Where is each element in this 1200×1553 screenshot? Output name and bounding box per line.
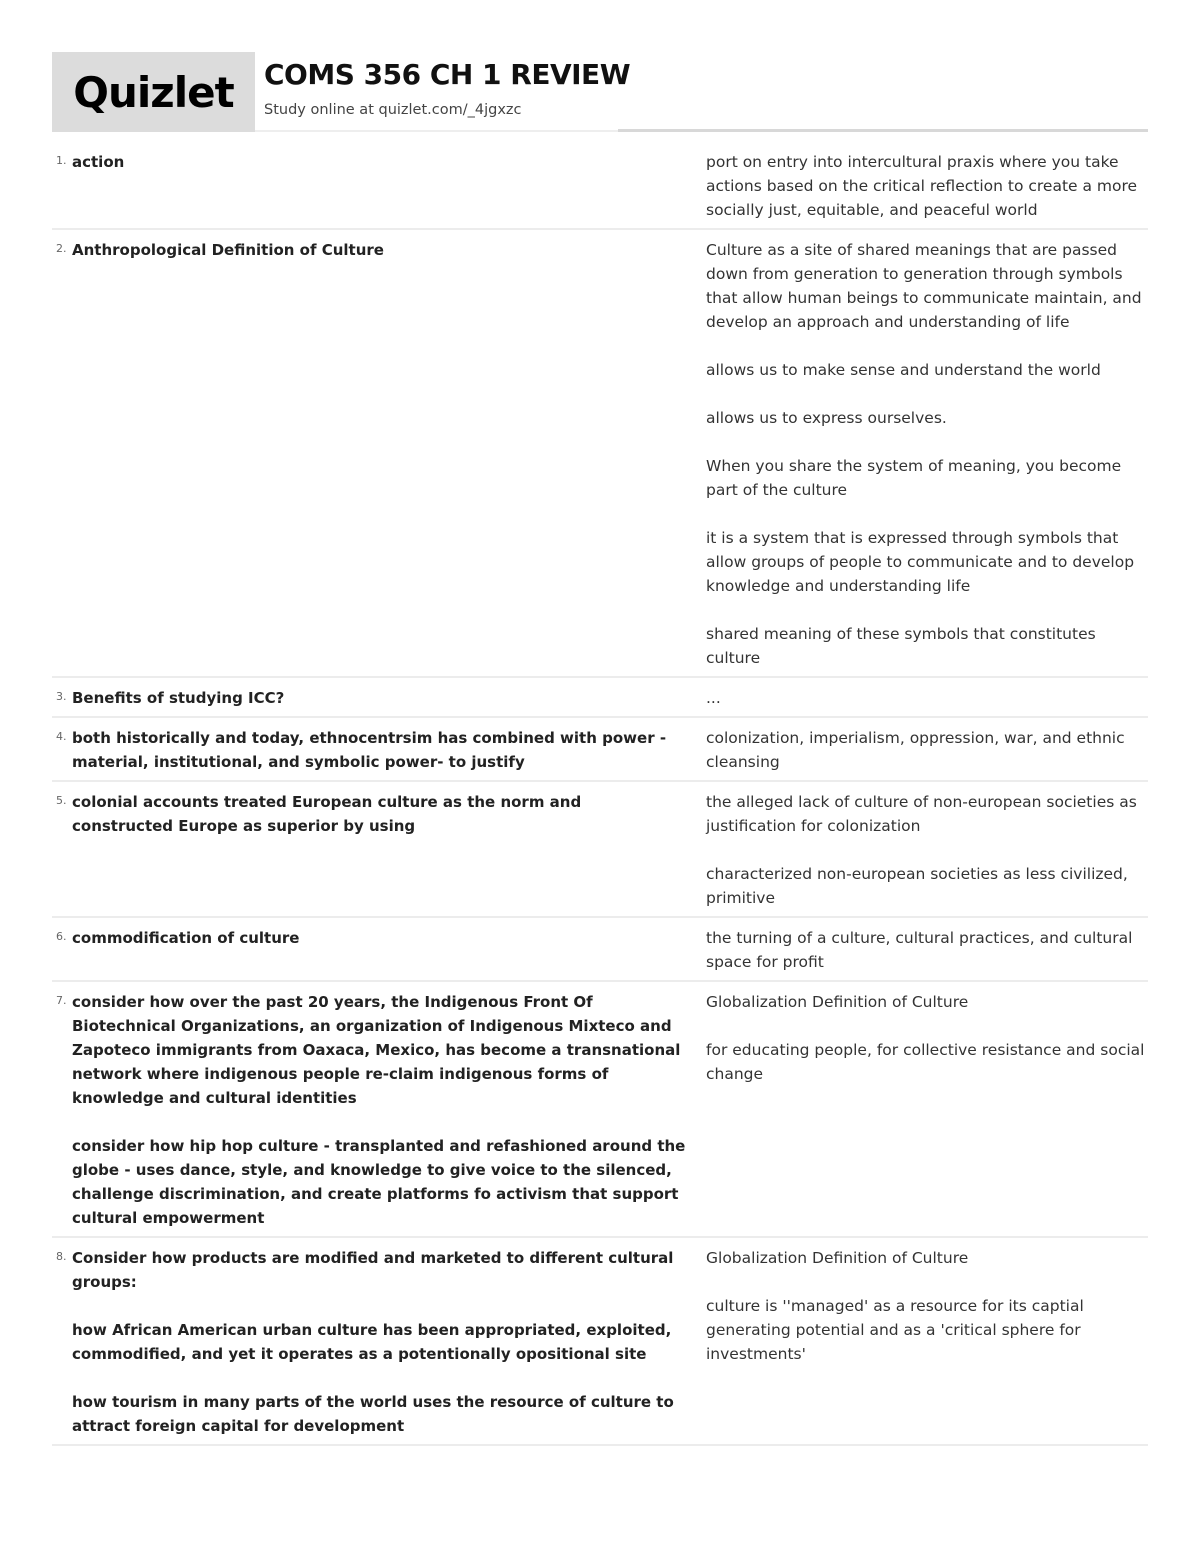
card-term: action [72, 153, 125, 171]
card-definition: the turning of a culture, cultural practices, and cultural space for profit [706, 929, 1138, 971]
card-row [52, 982, 1148, 1238]
card-term: commodification of culture [72, 929, 300, 947]
card-number: 6. [56, 930, 67, 943]
card-definition: Globalization Definition of Culture culture is ''managed' as a resource for its captial generating potential and as a 'critical sphere for investments' [706, 1249, 1084, 1363]
card-term: both historically and today, ethnocentrsim has combined with power - material, institutional, and symbolic power- to justify [72, 729, 672, 771]
page-title: COMS 356 CH 1 REVIEW [264, 58, 631, 91]
card-definition: Culture as a site of shared meanings that are passed down from generation to generation through symbols that allow human beings to communicate maintain, and develop an approach and understanding of life allows us to make sense and understand the world allows us to express ourselves. When you share the system of meaning, you become part of the culture it is a system that is expressed through symbols that allow groups of people to communicate and to develop knowledge and understanding life shared meaning of these symbols that constitutes culture [706, 241, 1142, 667]
logo-text: Quizlet [73, 67, 234, 117]
card-term: colonial accounts treated European culture as the norm and constructed Europe as superior by using [72, 793, 587, 835]
card-definition: Globalization Definition of Culture for educating people, for collective resistance and social change [706, 993, 1145, 1083]
quizlet-logo[interactable] [52, 52, 255, 132]
card-definition: colonization, imperialism, oppression, war, and ethnic cleansing [706, 729, 1130, 771]
card-list [52, 142, 1148, 1446]
card-number: 2. [56, 242, 67, 255]
header [52, 52, 1148, 132]
card-number: 8. [56, 1250, 67, 1263]
card-definition: port on entry into intercultural praxis where you take actions based on the critical reflection to create a more socially just, equitable, and peaceful world [706, 153, 1143, 219]
card-row [52, 918, 1148, 982]
card-number: 4. [56, 730, 67, 743]
card-term: Anthropological Definition of Culture [72, 241, 384, 259]
card-number: 3. [56, 690, 67, 703]
header-divider [618, 129, 1148, 132]
card-definition: the alleged lack of culture of non-european societies as justification for colonization characterized non-european societies as less civilized, primitive [706, 793, 1137, 907]
card-row [52, 782, 1148, 918]
card-row [52, 142, 1148, 230]
header-divider-left [255, 130, 618, 132]
page-subtitle: Study online at quizlet.com/_4jgxzc [264, 102, 522, 118]
card-term: Consider how products are modified and marketed to different cultural groups: how African American urban culture has been appropriated, exploited, commodified, and yet it operates as a potentionally opositional site how tourism in many parts of the world uses the resource of culture to attract foreign capital for development [72, 1249, 674, 1435]
card-term: Benefits of studying ICC? [72, 689, 285, 707]
card-number: 5. [56, 794, 67, 807]
card-term: consider how over the past 20 years, the Indigenous Front Of Biotechnical Organizations, an organization of Indigenous Mixteco and Zapoteco immigrants from Oaxaca, Mexico, has become a transnational network where indigenous people re-claim indigenous forms of knowledge and cultural identities consider how hip hop culture - transplanted and refashioned around the globe - uses dance, style, and knowledge to give voice to the silenced, challenge discrimination, and create platforms fo activism that support cultural empowerment [72, 993, 686, 1227]
card-row [52, 678, 1148, 718]
card-row [52, 718, 1148, 782]
card-definition: ... [706, 689, 721, 707]
card-row [52, 230, 1148, 678]
card-number: 1. [56, 154, 67, 167]
card-number: 7. [56, 994, 67, 1007]
card-row [52, 1238, 1148, 1446]
